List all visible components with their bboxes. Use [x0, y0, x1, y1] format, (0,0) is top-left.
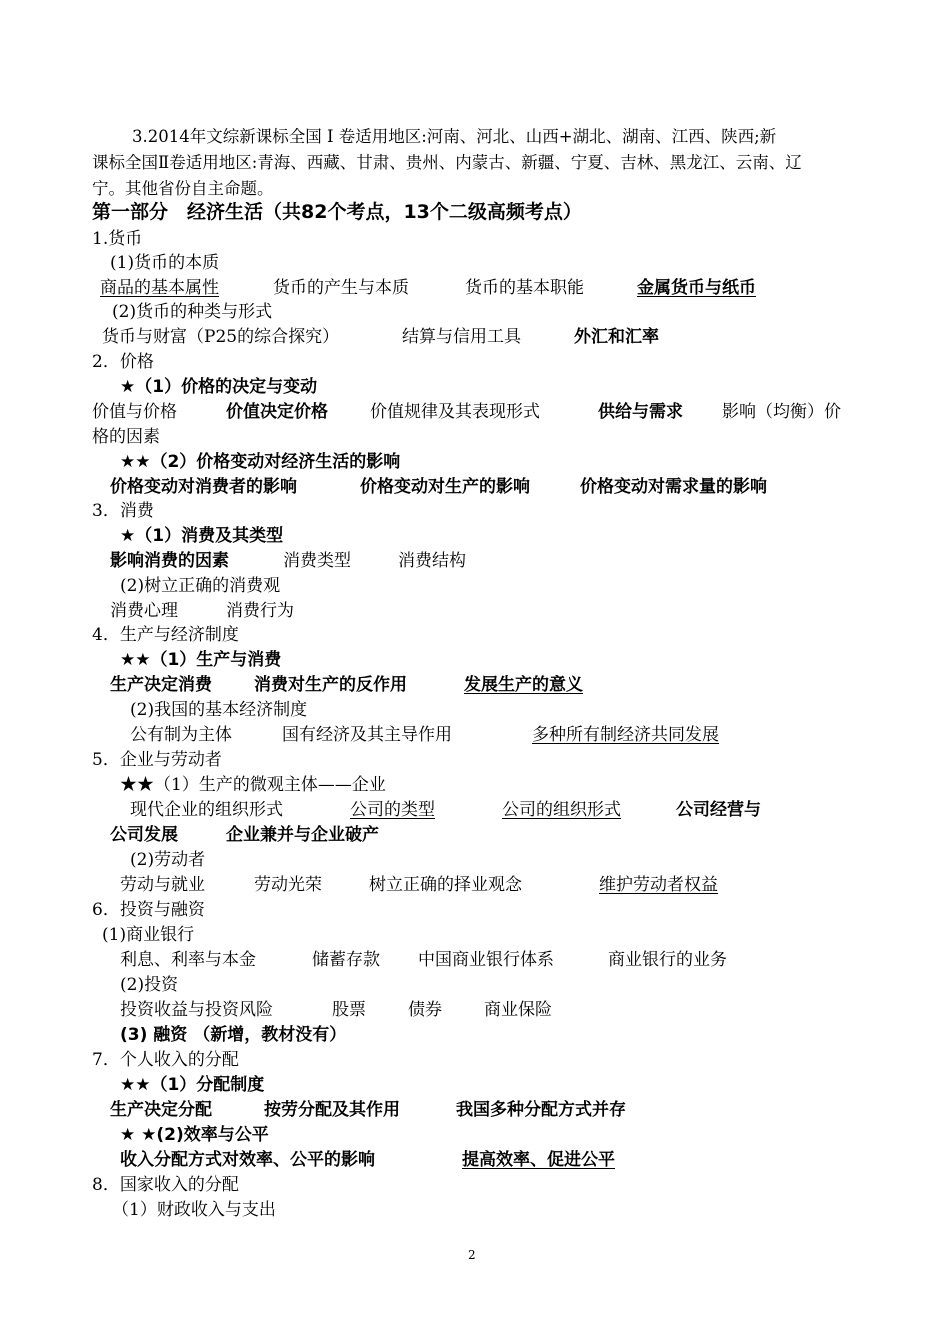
subsection-title: ★ ★(2)效率与公平 — [120, 1125, 269, 1145]
topic-item: 消费行为 — [226, 601, 294, 621]
topic-item: 劳动光荣 — [254, 875, 322, 895]
topic-item: 商品的基本属性 — [100, 278, 219, 298]
topic-item: 影响消费的因素 — [110, 551, 229, 571]
section-title: 2．价格 — [92, 352, 154, 372]
topic-item: 树立正确的择业观念 — [369, 875, 522, 895]
topic-item: 国有经济及其主导作用 — [282, 725, 452, 745]
topic-item: 消费心理 — [110, 601, 178, 621]
topic-item: 维护劳动者权益 — [599, 875, 718, 895]
topic-item: 企业兼并与企业破产 — [226, 825, 379, 845]
topic-item: 公司的类型 — [350, 800, 435, 820]
topic-item: 股票 — [332, 1000, 366, 1020]
page-number: 2 — [468, 1248, 476, 1262]
topic-item: 收入分配方式对效率、公平的影响 — [120, 1150, 375, 1170]
subsection-title: ★★（1）生产的微观主体——企业 — [120, 775, 386, 795]
topic-item: 价值与价格 — [92, 402, 177, 422]
topic-item: 劳动与就业 — [120, 875, 205, 895]
topic-item: 储蓄存款 — [312, 950, 380, 970]
subsection-title: (1)商业银行 — [102, 925, 195, 945]
topic-item: 公司经营与 — [676, 800, 761, 820]
topic-item: 消费类型 — [283, 551, 351, 571]
topic-item: 价格变动对消费者的影响 — [110, 477, 297, 497]
subsection-title: ★★（2）价格变动对经济生活的影响 — [120, 452, 401, 472]
topic-item: 债券 — [408, 1000, 442, 1020]
topic-item: 发展生产的意义 — [464, 675, 583, 695]
topic-item: 按劳分配及其作用 — [264, 1100, 400, 1120]
topic-item: 价格变动对生产的影响 — [360, 477, 530, 497]
topic-item: 货币的产生与本质 — [273, 278, 409, 298]
topic-item: 利息、利率与本金 — [120, 950, 256, 970]
subsection-title: (2)货币的种类与形式 — [112, 302, 273, 322]
topic-item: 结算与信用工具 — [402, 327, 521, 347]
topic-continuation: 格的因素 — [92, 427, 160, 447]
topic-item: 消费结构 — [398, 551, 466, 571]
topic-item: 生产决定消费 — [110, 675, 212, 695]
subsection-title: (2)我国的基本经济制度 — [130, 700, 308, 720]
intro-paragraph — [92, 124, 872, 202]
subsection-title: (2)树立正确的消费观 — [120, 576, 281, 596]
subsection-title: ★★（1）生产与消费 — [120, 650, 282, 670]
topic-item: 公有制为主体 — [130, 725, 232, 745]
topic-item: 公司发展 — [110, 825, 178, 845]
topic-item: 商业保险 — [484, 1000, 552, 1020]
section-title: 5．企业与劳动者 — [92, 750, 222, 770]
topic-item: 金属货币与纸币 — [637, 278, 756, 298]
topic-item: 生产决定分配 — [110, 1100, 212, 1120]
topic-item: 供给与需求 — [598, 402, 683, 422]
subsection-title: (2)劳动者 — [130, 850, 206, 870]
subsection-title: ★★（1）分配制度 — [120, 1075, 265, 1095]
section-title: 6．投资与融资 — [92, 900, 205, 920]
subsection-title: ★（1）消费及其类型 — [120, 526, 284, 546]
topic-item: 我国多种分配方式并存 — [456, 1100, 626, 1120]
subsection-title: ★（1）价格的决定与变动 — [120, 377, 318, 397]
topic-item: 价值决定价格 — [226, 402, 328, 422]
part-title: 第一部分 经济生活（共82个考点，13个二级高频考点） — [92, 201, 582, 223]
topic-item: 货币与财富（P25的综合探究） — [102, 327, 340, 347]
section-title: 4．生产与经济制度 — [92, 625, 239, 645]
section-title: 8．国家收入的分配 — [92, 1175, 239, 1195]
subsection-title: (3) 融资 （新增，教材没有） — [120, 1025, 347, 1045]
topic-item: 公司的组织形式 — [502, 800, 621, 820]
topic-item: 价格变动对需求量的影响 — [580, 477, 767, 497]
intro-line: 宁。其他省份自主命题。 — [92, 179, 274, 198]
topic-item: 多种所有制经济共同发展 — [532, 725, 719, 745]
topic-item: 货币的基本职能 — [465, 278, 584, 298]
topic-item: 提高效率、促进公平 — [462, 1150, 615, 1170]
topic-item: 影响（均衡）价 — [722, 402, 841, 422]
intro-line: 课标全国Ⅱ卷适用地区:青海、西藏、甘肃、贵州、内蒙古、新疆、宁夏、吉林、黑龙江、云南、辽 — [92, 153, 802, 172]
subsection-title: (2)投资 — [120, 975, 179, 995]
subsection-title: (1)货币的本质 — [110, 253, 220, 273]
topic-item: 外汇和汇率 — [574, 327, 659, 347]
topic-item: 中国商业银行体系 — [418, 950, 554, 970]
section-title: 7．个人收入的分配 — [92, 1050, 239, 1070]
topic-item: 投资收益与投资风险 — [120, 1000, 273, 1020]
subsection-title: （1）财政收入与支出 — [112, 1200, 276, 1220]
topic-item: 商业银行的业务 — [608, 950, 727, 970]
intro-line: 3.2014年文综新课标全国 Ⅰ 卷适用地区:河南、河北、山西+湖北、湖南、江西、陕西;新 — [132, 127, 777, 146]
section-title: 3．消费 — [92, 501, 154, 521]
topic-item: 消费对生产的反作用 — [254, 675, 407, 695]
topic-item: 现代企业的组织形式 — [130, 800, 283, 820]
section-title: 1.货币 — [92, 229, 143, 249]
topic-item: 价值规律及其表现形式 — [370, 402, 540, 422]
